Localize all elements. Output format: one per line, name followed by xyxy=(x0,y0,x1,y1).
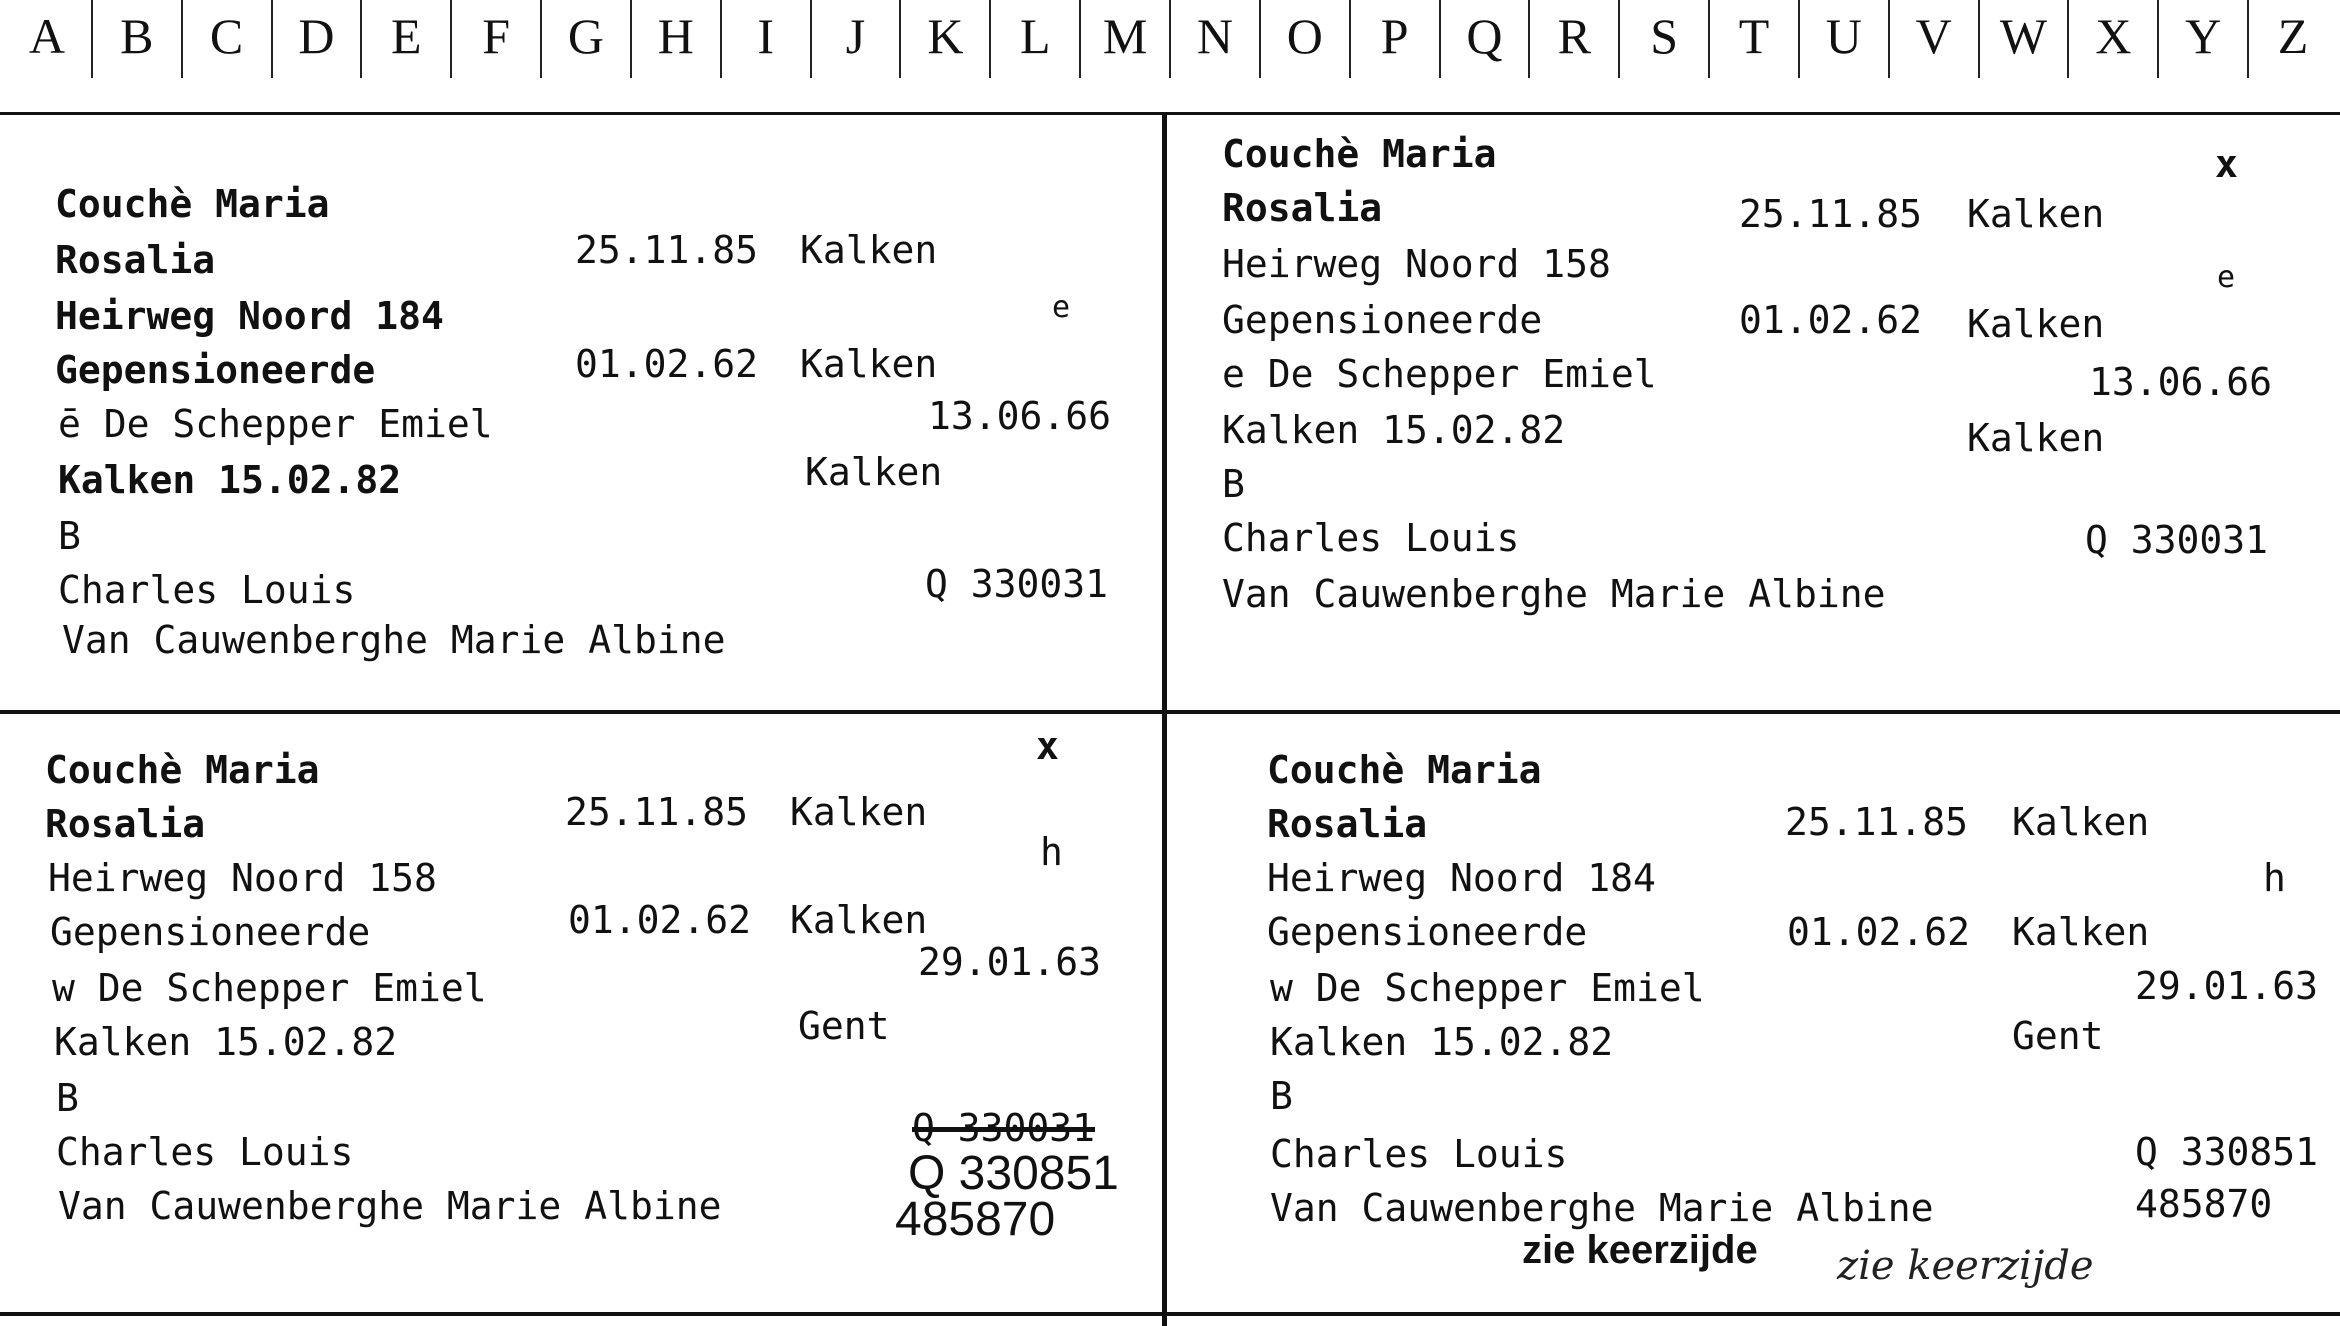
card-reference: Q 330851 xyxy=(2135,1130,2319,1174)
card-spouse: e De Schepper Emiel xyxy=(1222,352,1657,396)
card-spouse: ē De Schepper Emiel xyxy=(58,402,493,446)
alphabet-letter-b: B xyxy=(120,8,154,64)
alphabet-letter-k: K xyxy=(927,8,964,64)
card-code: B xyxy=(56,1076,79,1120)
alphabet-separator xyxy=(540,0,542,78)
alphabet-separator xyxy=(1349,0,1351,78)
card-note-handwritten: zie keerzijde xyxy=(1837,1243,2094,1289)
card-reference: Q 330031 xyxy=(925,562,1109,606)
card-birth-place: Kalken xyxy=(1967,192,2105,236)
card-occupation-date: 01.02.62 xyxy=(1739,298,1923,342)
card-father: Charles Louis xyxy=(1270,1132,1568,1176)
alphabet-letter-d: D xyxy=(298,8,335,64)
alphabet-letter-g: G xyxy=(567,8,605,64)
card-father: Charles Louis xyxy=(58,568,356,612)
alphabet-letter-l: L xyxy=(1019,8,1051,64)
card-mother: Van Cauwenberghe Marie Albine xyxy=(62,618,726,662)
alphabet-letter-x: X xyxy=(2095,8,2132,64)
card-given-name: Rosalia xyxy=(1222,186,1383,230)
card-reference: Q 330031 xyxy=(2085,518,2269,562)
alphabet-separator xyxy=(1528,0,1530,78)
alphabet-separator xyxy=(1079,0,1081,78)
card-spouse-place: Gent xyxy=(798,1004,890,1048)
card-birth-place: Kalken xyxy=(2012,800,2150,844)
alphabet-separator xyxy=(2067,0,2069,78)
card-birth-place: Kalken xyxy=(800,228,938,272)
card-father: Charles Louis xyxy=(56,1130,354,1174)
card-occupation: Gepensioneerde xyxy=(55,348,376,392)
card-occupation: Gepensioneerde xyxy=(50,910,371,954)
alphabet-letter-q: Q xyxy=(1466,8,1503,64)
card-divider-bottom xyxy=(0,1312,2340,1316)
card-given-name: Rosalia xyxy=(55,238,216,282)
card-spouse-date: 13.06.66 xyxy=(928,394,1112,438)
card-spouse-date: 29.01.63 xyxy=(918,940,1102,984)
card-code: B xyxy=(1270,1074,1293,1118)
card-spouse-date: 13.06.66 xyxy=(2089,360,2273,404)
card-spouse-place: Kalken xyxy=(805,450,943,494)
card-birth-date: 25.11.85 xyxy=(575,228,759,272)
alphabet-letter-r: R xyxy=(1557,8,1591,64)
card-death: Kalken 15.02.82 xyxy=(1270,1020,1614,1064)
card-reference: Q 330851 xyxy=(908,1147,1119,1200)
card-spouse: w De Schepper Emiel xyxy=(52,966,487,1010)
alphabet-index xyxy=(0,0,2340,115)
alphabet-letter-u: U xyxy=(1825,8,1862,64)
card-corner-mark: x xyxy=(2215,142,2238,186)
card-birth-date: 25.11.85 xyxy=(565,790,749,834)
card-given-name: Rosalia xyxy=(1267,802,1428,846)
alphabet-separator xyxy=(1259,0,1261,78)
alphabet-letter-o: O xyxy=(1286,8,1323,64)
alphabet-letter-a: A xyxy=(28,8,65,64)
card-spouse-place: Kalken xyxy=(1967,416,2105,460)
card-spouse-date: 29.01.63 xyxy=(2135,964,2319,1008)
record-card-2 xyxy=(1167,112,2340,710)
alphabet-separator xyxy=(1169,0,1171,78)
card-address: Heirweg Noord 158 xyxy=(1222,242,1611,286)
alphabet-separator xyxy=(271,0,273,78)
alphabet-letter-i: I xyxy=(757,8,775,64)
alphabet-letter-v: V xyxy=(1915,8,1952,64)
card-address: Heirweg Noord 158 xyxy=(48,856,437,900)
record-card-3 xyxy=(0,714,1160,1312)
alphabet-letter-m: M xyxy=(1102,8,1148,64)
record-card-4 xyxy=(1167,714,2340,1312)
card-occupation-place: Kalken xyxy=(1967,302,2105,346)
card-birth-place: Kalken xyxy=(790,790,928,834)
alphabet-letter-c: C xyxy=(209,8,244,64)
card-birth-date: 25.11.85 xyxy=(1785,800,1969,844)
alphabet-letter-t: T xyxy=(1738,8,1770,64)
card-name: Couchè Maria xyxy=(55,182,330,226)
card-occupation: Gepensioneerde xyxy=(1267,910,1588,954)
alphabet-letter-f: F xyxy=(482,8,511,64)
alphabet-letter-p: P xyxy=(1380,8,1409,64)
card-marker: e xyxy=(2217,260,2236,295)
card-address: Heirweg Noord 184 xyxy=(55,294,444,338)
alphabet-letter-w: W xyxy=(1999,8,2048,64)
card-corner-mark: x xyxy=(1036,724,1059,768)
card-mother: Van Cauwenberghe Marie Albine xyxy=(1222,572,1886,616)
record-card-1 xyxy=(0,112,1160,710)
card-marker: h xyxy=(1040,830,1063,874)
alphabet-separator xyxy=(1618,0,1620,78)
card-occupation-place: Kalken xyxy=(790,898,928,942)
alphabet-separator xyxy=(630,0,632,78)
card-occupation-place: Kalken xyxy=(2012,910,2150,954)
alphabet-separator xyxy=(360,0,362,78)
card-occupation: Gepensioneerde xyxy=(1222,298,1543,342)
card-death: Kalken 15.02.82 xyxy=(1222,408,1566,452)
card-code: B xyxy=(1222,462,1245,506)
alphabet-letter-y: Y xyxy=(2185,8,2222,64)
card-code: B xyxy=(58,514,81,558)
alphabet-separator xyxy=(1708,0,1710,78)
card-reference-struck: Q 330031 xyxy=(912,1106,1096,1150)
card-name: Couchè Maria xyxy=(1267,748,1542,792)
alphabet-separator xyxy=(2157,0,2159,78)
alphabet-separator xyxy=(181,0,183,78)
alphabet-separator xyxy=(810,0,812,78)
alphabet-separator xyxy=(899,0,901,78)
alphabet-letter-e: E xyxy=(391,8,422,64)
alphabet-letter-n: N xyxy=(1196,8,1233,64)
card-occupation-place: Kalken xyxy=(800,342,938,386)
card-occupation-date: 01.02.62 xyxy=(568,898,752,942)
card-name: Couchè Maria xyxy=(1222,132,1497,176)
alphabet-separator xyxy=(2247,0,2249,78)
card-mother: Van Cauwenberghe Marie Albine xyxy=(58,1184,722,1228)
card-father: Charles Louis xyxy=(1222,516,1520,560)
card-occupation-date: 01.02.62 xyxy=(1787,910,1971,954)
alphabet-letter-s: S xyxy=(1650,8,1679,64)
card-death: Kalken 15.02.82 xyxy=(54,1020,398,1064)
alphabet-separator xyxy=(720,0,722,78)
alphabet-letter-h: H xyxy=(657,8,694,64)
alphabet-separator xyxy=(450,0,452,78)
alphabet-separator xyxy=(1439,0,1441,78)
card-marker: h xyxy=(2263,856,2286,900)
alphabet-letter-z: Z xyxy=(2277,8,2309,64)
card-address: Heirweg Noord 184 xyxy=(1267,856,1656,900)
card-mother: Van Cauwenberghe Marie Albine xyxy=(1270,1186,1934,1230)
card-marker: e xyxy=(1052,290,1071,325)
alphabet-separator xyxy=(1798,0,1800,78)
card-spouse: w De Schepper Emiel xyxy=(1270,966,1705,1010)
card-given-name: Rosalia xyxy=(45,802,206,846)
card-name: Couchè Maria xyxy=(45,748,320,792)
card-birth-date: 25.11.85 xyxy=(1739,192,1923,236)
alphabet-separator xyxy=(91,0,93,78)
alphabet-separator xyxy=(1888,0,1890,78)
card-death: Kalken 15.02.82 xyxy=(58,458,402,502)
card-reference-2: 485870 xyxy=(2135,1182,2273,1226)
card-spouse-place: Gent xyxy=(2012,1014,2104,1058)
alphabet-letter-j: J xyxy=(845,8,866,64)
card-reference-2: 485870 xyxy=(895,1193,1056,1246)
card-occupation-date: 01.02.62 xyxy=(575,342,759,386)
alphabet-separator xyxy=(989,0,991,78)
card-note-typed: zie keerzijde xyxy=(1522,1228,1758,1272)
alphabet-separator xyxy=(1978,0,1980,78)
